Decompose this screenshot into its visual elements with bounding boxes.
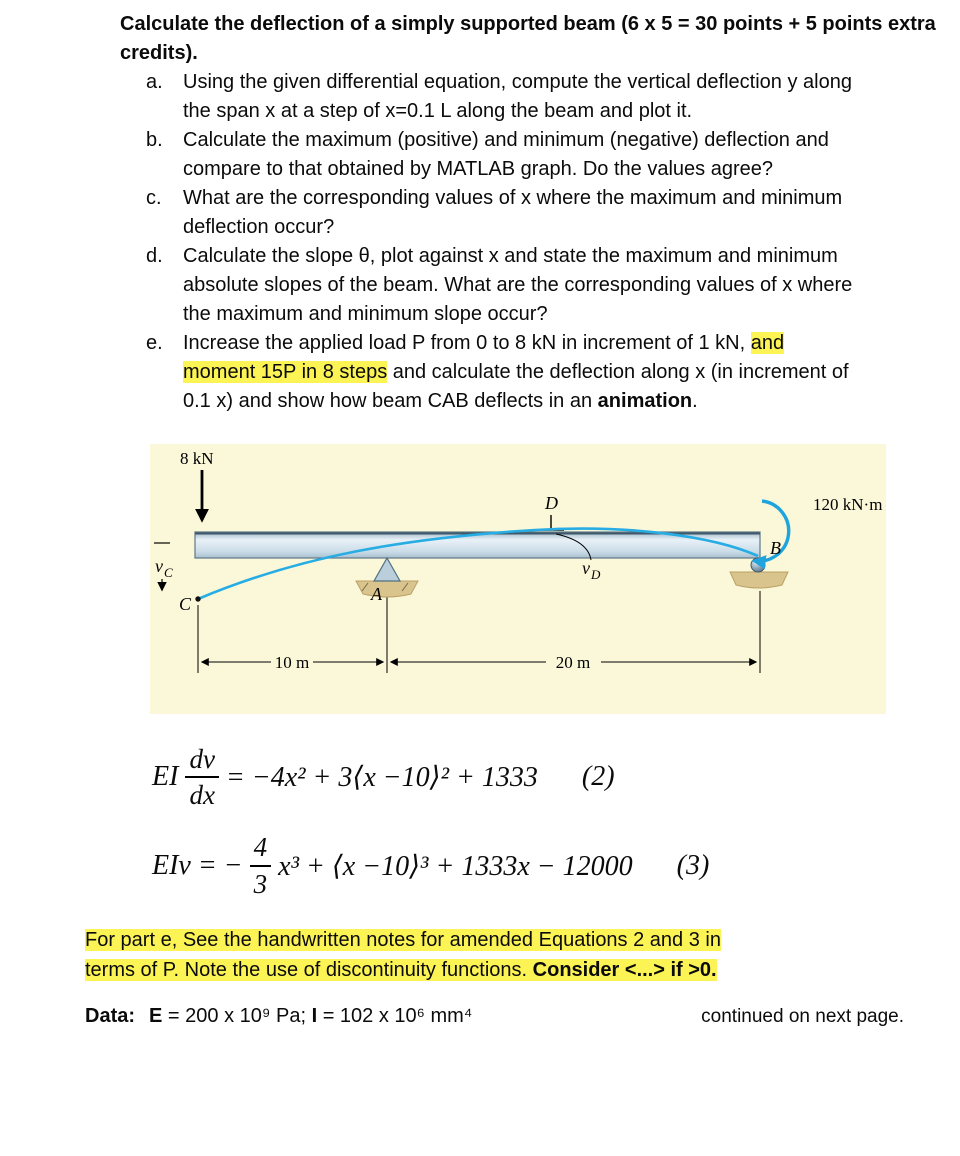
point-c-dot <box>195 596 200 601</box>
vd-subscript: D <box>591 567 601 582</box>
task-text-a: Using the given differential equation, compute the vertical deflection y along the span x at a step of x=0.1 L along the beam and plot it. <box>183 71 852 122</box>
task-e-highlight: and moment 15P in 8 steps <box>183 332 785 383</box>
equation-2 <box>152 744 960 810</box>
vc-label: v <box>155 556 163 576</box>
data-values <box>85 1005 472 1028</box>
pin-support-a <box>374 558 400 581</box>
eq2-fraction <box>185 744 218 810</box>
ground-support-a <box>356 581 418 597</box>
equation-3 <box>152 832 960 898</box>
note-line1: For part e, See the handwritten notes for amended Equations 2 and 3 in <box>85 928 721 951</box>
task-letter-d: d. <box>146 245 163 267</box>
point-label-c: C <box>179 594 192 614</box>
task-item-b <box>146 126 960 184</box>
task-e-part2: and calculate the deflection along x (in increment of 0.1 x) and show how beam CAB deflects in an <box>183 361 849 412</box>
point-label-b: B <box>770 538 781 558</box>
ground-support-b <box>730 572 788 588</box>
point-label-a: A <box>371 584 382 604</box>
eq3-denominator: 3 <box>253 868 268 899</box>
eq2-numerator: dv <box>185 744 218 778</box>
e-symbol: E <box>149 1004 163 1027</box>
task-text-b: Calculate the maximum (positive) and minimum (negative) deflection and compare to that obtained by MATLAB graph. Do the values agree? <box>183 129 829 180</box>
data-row <box>85 1005 904 1028</box>
task-letter-b: b. <box>146 129 163 151</box>
eq3-lhs: EIv = − <box>152 849 243 881</box>
moment-label: 120 kN·m <box>813 495 883 514</box>
i-value: = 102 x 10⁶ mm⁴ <box>317 1004 473 1027</box>
e-value: = 200 x 10⁹ Pa; <box>162 1004 312 1027</box>
vc-subscript: C <box>164 565 173 580</box>
eq2-lhs: EI <box>152 761 179 793</box>
assignment-title: Calculate the deflection of a simply supported beam (6 x 5 = 30 points + 5 points extra credits). <box>120 13 936 64</box>
task-item-c <box>146 184 960 242</box>
task-e-bold: animation <box>597 390 693 412</box>
vd-label: v <box>582 558 590 578</box>
task-list <box>146 68 960 416</box>
eq3-numerator: 4 <box>250 832 272 866</box>
task-letter-e: e. <box>146 332 163 354</box>
task-letter-c: c. <box>146 187 162 209</box>
eq2-body: = −4x² + 3⟨x −10⟩² + 1333 <box>225 762 538 794</box>
task-text-d: Calculate the slope θ, plot against x and state the maximum and minimum absolute slopes of the beam. What are the corresponding values of x where the maximum and minimum slope occur? <box>183 245 853 325</box>
eq3-body: x³ + ⟨x −10⟩³ + 1333x − 12000 <box>278 850 633 882</box>
task-text-e <box>183 329 855 416</box>
dimension-label-10m: 10 m <box>274 653 310 672</box>
task-item-a <box>146 68 960 126</box>
dimension-label-20m: 20 m <box>555 653 591 672</box>
task-item-d <box>146 242 960 329</box>
note-bold: Consider <...> if >0. <box>532 958 717 981</box>
task-e-part1: Increase the applied load P from 0 to 8 kN in increment of 1 kN, <box>183 332 751 354</box>
eq2-denominator: dx <box>189 780 215 811</box>
equations-block <box>152 744 960 899</box>
load-label: 8 kN <box>180 449 214 468</box>
task-e-part3: . <box>692 390 698 412</box>
task-letter-a: a. <box>146 71 163 93</box>
point-label-d: D <box>545 493 558 513</box>
beam-diagram <box>150 444 886 714</box>
eq2-number: (2) <box>581 761 615 793</box>
data-label: Data: <box>85 1004 136 1027</box>
highlighted-note <box>85 925 960 985</box>
task-text-c: What are the corresponding values of x where the maximum and minimum deflection occur? <box>183 187 843 238</box>
beam-figure <box>150 444 886 714</box>
note-line2: terms of P. Note the use of discontinuity functions. <box>85 958 533 981</box>
i-symbol: I <box>311 1004 318 1027</box>
task-item-e <box>146 329 960 416</box>
eq3-fraction <box>250 832 272 898</box>
eq3-number: (3) <box>676 849 710 881</box>
continued-text: continued on next page. <box>701 1005 904 1027</box>
